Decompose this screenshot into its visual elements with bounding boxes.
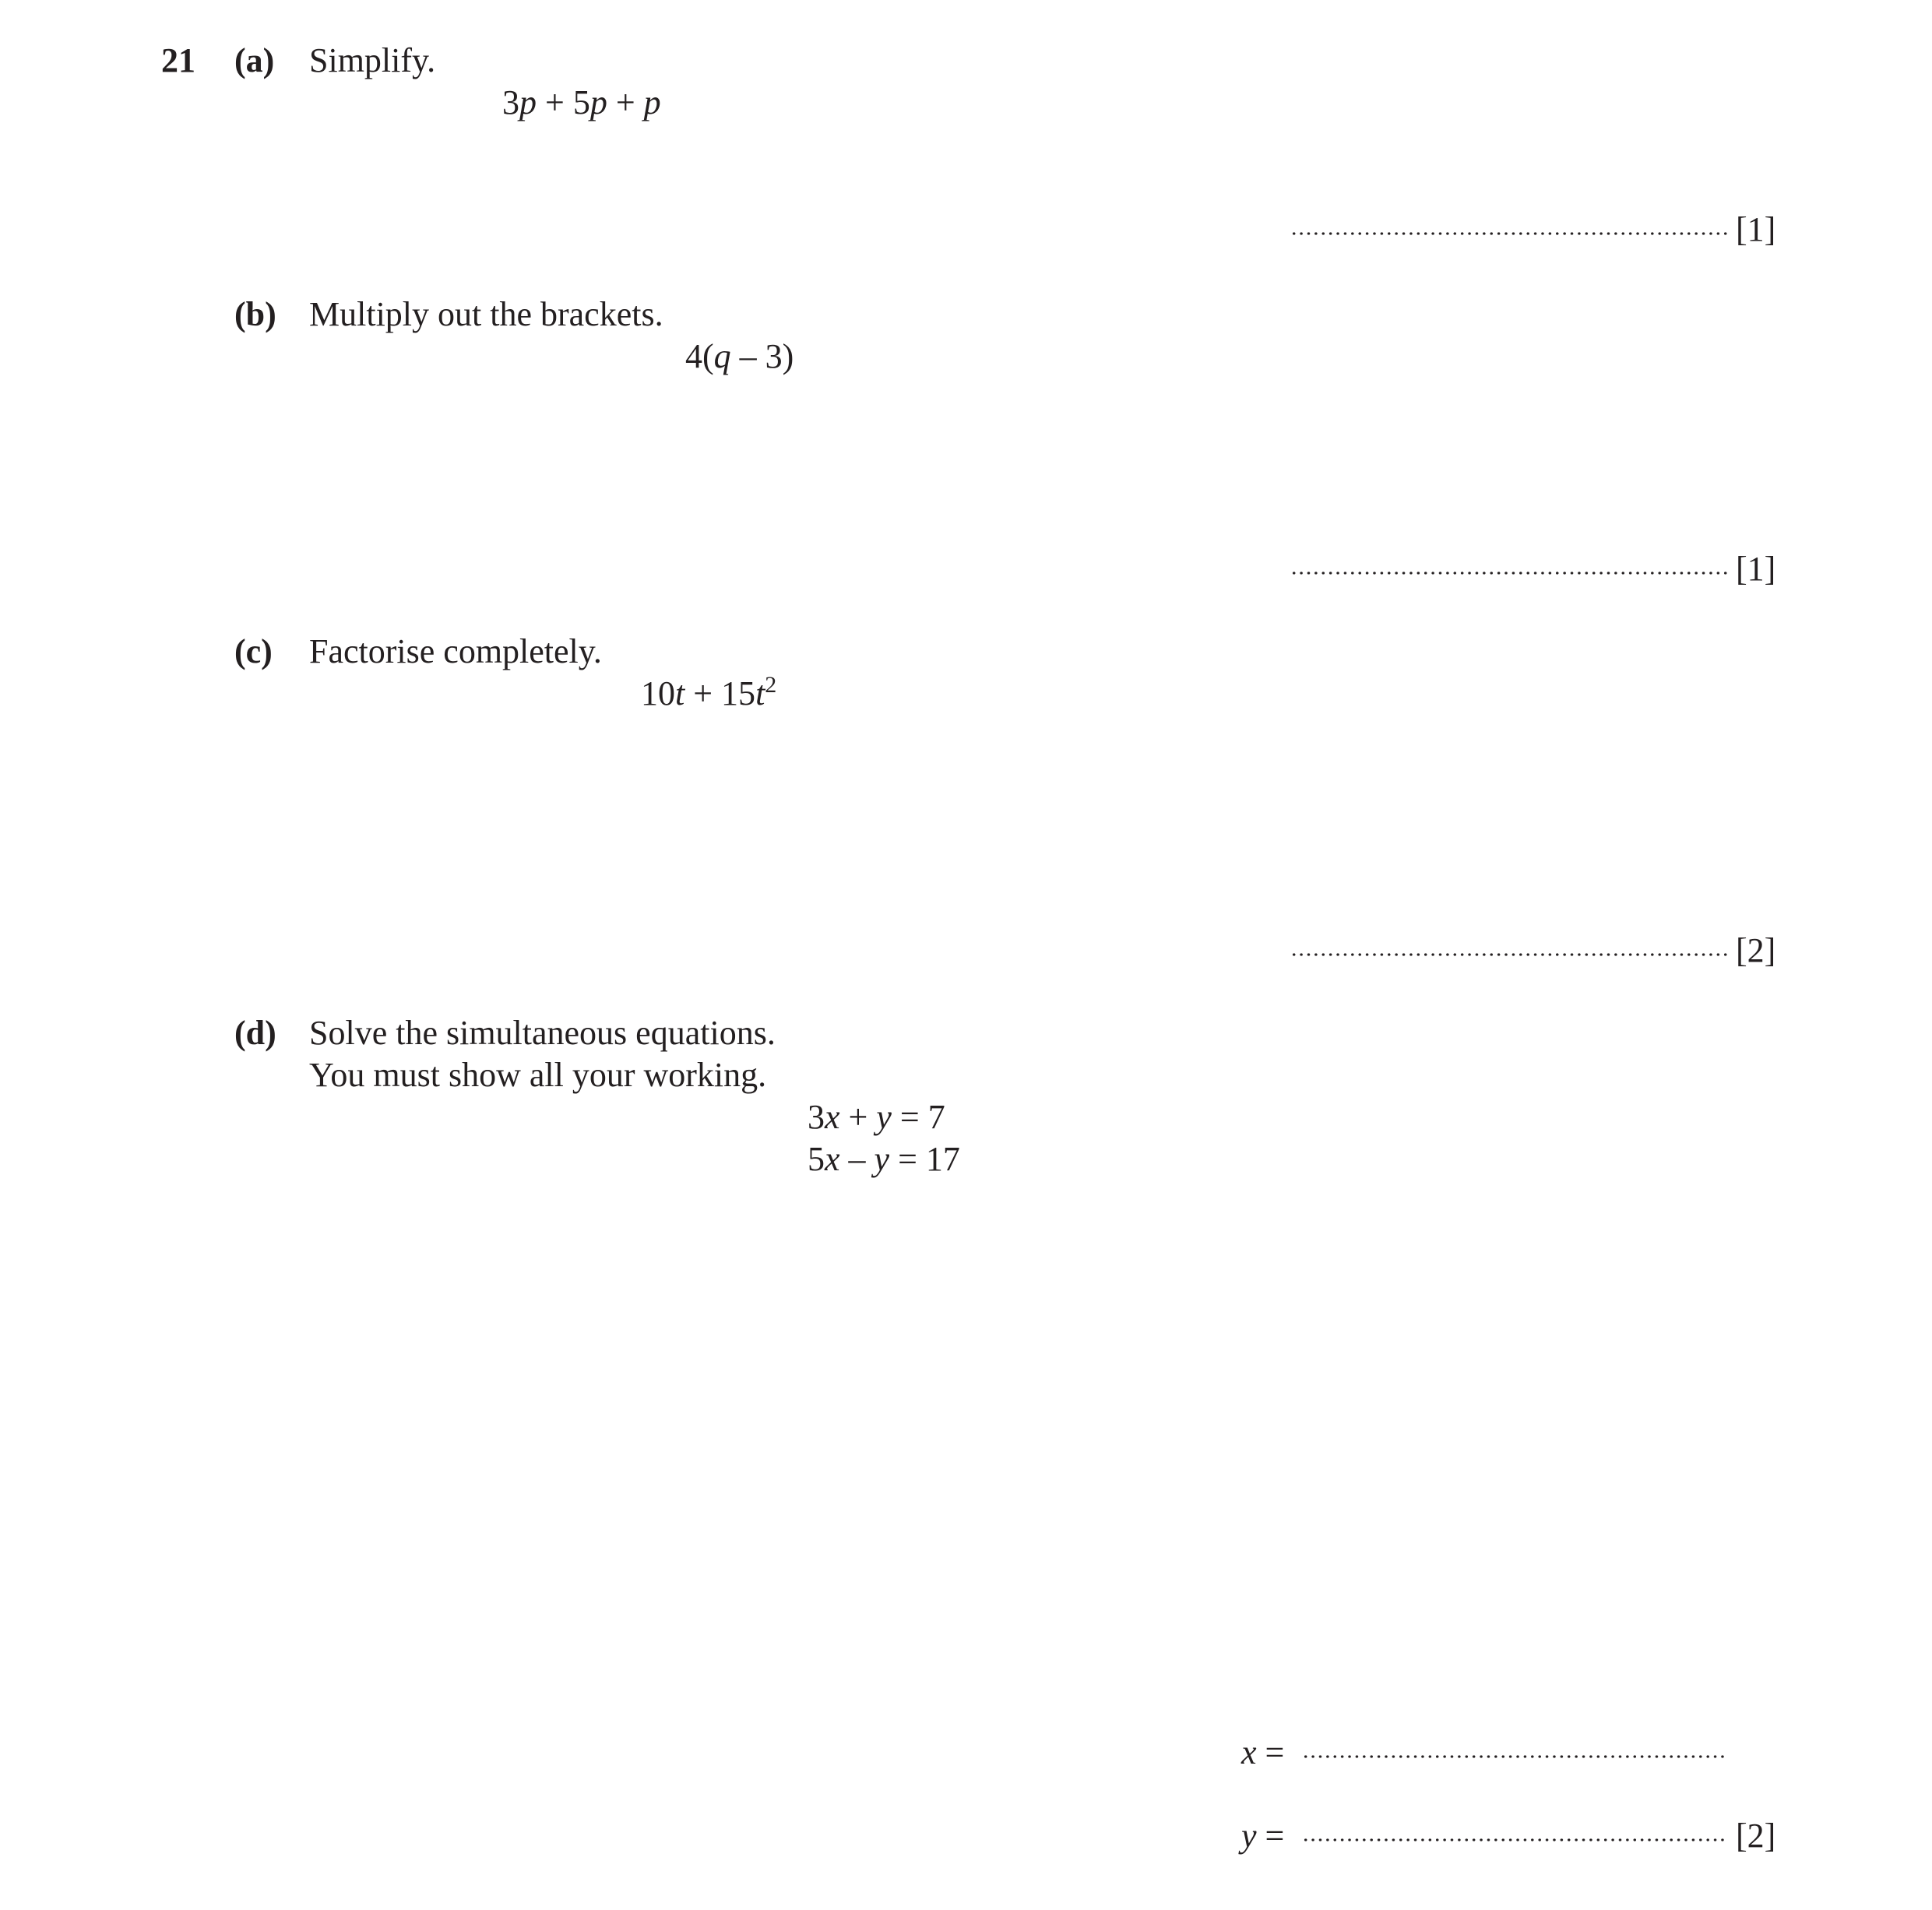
part-c-answer-line[interactable]	[1290, 953, 1727, 956]
part-d-instruction-line2: You must show all your working.	[309, 1056, 767, 1094]
part-a-instruction: Simplify.	[309, 41, 436, 79]
part-b-answer-line[interactable]	[1290, 572, 1727, 575]
y-variable: y	[1241, 1817, 1257, 1855]
part-a-label: (a)	[234, 41, 275, 79]
part-a-marks: [1]	[1736, 210, 1776, 248]
part-d-equation-1-text: 3x + y = 7	[808, 1098, 945, 1136]
part-d-answer-x-label: x =	[1241, 1733, 1285, 1771]
part-a-expression-text: 3p + 5p + p	[502, 83, 661, 121]
part-b-expression-text: 4(q – 3)	[685, 337, 794, 375]
part-d-equation-2-text: 5x – y = 17	[808, 1140, 960, 1178]
part-b-marks: [1]	[1736, 550, 1776, 588]
part-c-instruction: Factorise completely.	[309, 632, 602, 670]
part-a-answer-line[interactable]	[1290, 232, 1727, 235]
part-d-instruction-line1: Solve the simultaneous equations.	[309, 1014, 776, 1052]
part-d-answer-x-line[interactable]	[1302, 1755, 1727, 1758]
part-d-marks: [2]	[1736, 1817, 1776, 1855]
part-b-instruction: Multiply out the brackets.	[309, 295, 663, 333]
x-variable: x	[1241, 1733, 1257, 1771]
part-d-equation-1	[808, 1100, 945, 1134]
part-a-expression	[502, 83, 661, 121]
part-c-expression	[641, 672, 777, 712]
part-c-expression-text: $10t + 15t^2$	[641, 672, 777, 712]
part-d-equation-2	[808, 1142, 960, 1177]
part-c-marks: [2]	[1736, 931, 1776, 969]
part-b-expression	[685, 339, 794, 374]
part-d-label: (d)	[234, 1014, 276, 1052]
part-c-label: (c)	[234, 632, 273, 670]
part-d-answer-y-label: y =	[1241, 1817, 1285, 1855]
part-b-label: (b)	[234, 295, 276, 333]
question-number: 21	[161, 41, 195, 79]
part-d-answer-y-line[interactable]	[1302, 1838, 1727, 1841]
